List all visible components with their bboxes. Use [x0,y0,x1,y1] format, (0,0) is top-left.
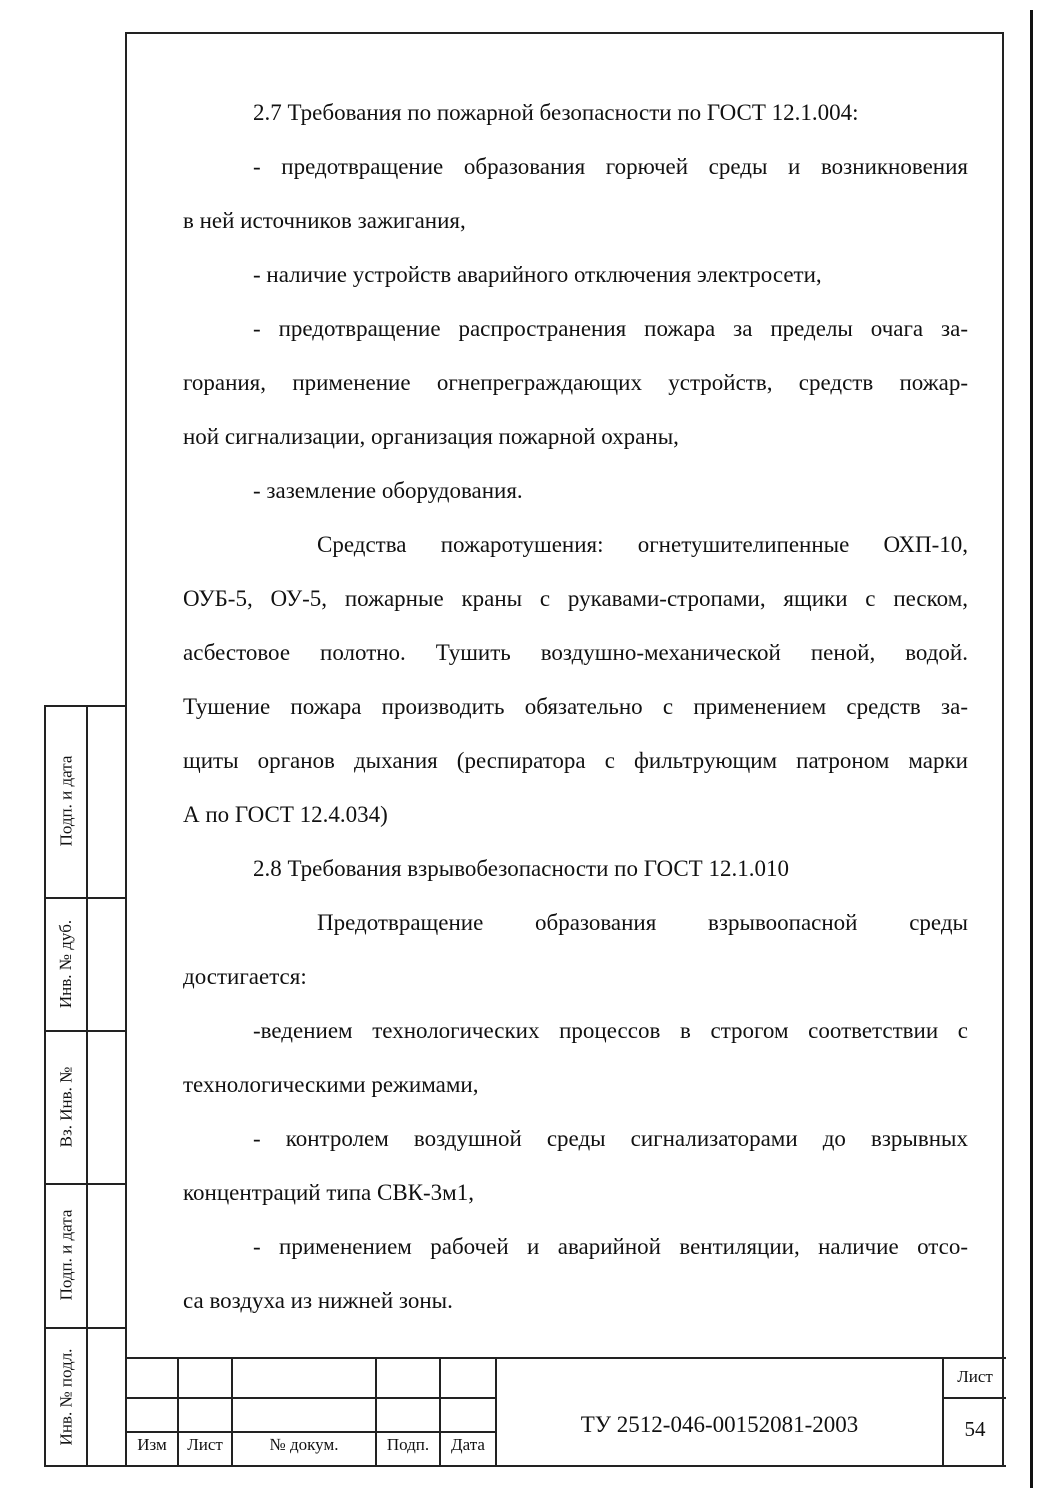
text-line: са воздуха из нижней зоны. [183,1288,453,1313]
stamp-podp-data-top [48,705,84,897]
text-line: асбестовое полотно. Тушить воздушно-механической пеной, водой. [183,640,968,665]
title-block-izm: Изм [137,1435,167,1454]
stamp-inv-dub [48,897,84,1030]
text-line: Средства пожаротушения: огнетушителипенные ОХП-10, [317,532,968,557]
text-line: - заземление оборудования. [253,478,523,503]
stamp-podp-data-bottom [48,1183,84,1327]
stamp-inv-podl [48,1327,84,1466]
title-block-line [125,1357,1006,1359]
title-block-doc-no: № докум. [269,1435,339,1454]
side-stamp [44,705,126,1466]
text-line: - применением рабочей и аварийной вентиляции, наличие отсо- [253,1234,968,1259]
text-line: А по ГОСТ 12.4.034) [183,802,388,827]
title-block-data: Дата [451,1435,485,1454]
text-line: ной сигнализации, организация пожарной охраны, [183,424,679,449]
stamp-label: Подп. и дата [56,1209,76,1301]
title-block-line [125,1397,497,1399]
text-line: - предотвращение распространения пожара за пределы очага за- [253,316,968,341]
text-line: в ней источников зажигания, [183,208,466,233]
stamp-label: Инв. № дуб. [56,919,76,1008]
text-line: Тушение пожара производить обязательно с применением средств за- [183,694,968,719]
stamp-divider [86,705,88,1466]
text-line: - предотвращение образования горючей среды и возникновения [253,154,968,179]
text-line: достигается: [183,964,307,989]
title-block-podp: Подп. [386,1435,430,1454]
title-block [125,1357,1006,1467]
sheet-number: 54 [964,1417,986,1441]
stamp-vz-inv [48,1030,84,1183]
text-line: 2.8 Требования взрывобезопасности по ГОСТ 12.1.010 [253,856,789,881]
title-block-list: Лист [187,1435,223,1454]
stamp-label: Вз. Инв. № [56,1066,75,1147]
title-block-line [942,1397,1006,1399]
stamp-label: Инв. № подл. [56,1348,75,1445]
text-line: - наличие устройств аварийного отключения электросети, [253,262,822,287]
text-line: 2.7 Требования по пожарной безопасности по ГОСТ 12.1.004: [253,100,859,125]
text-line: - контролем воздушной среды сигнализаторами до взрывных [253,1126,968,1151]
binding-edge-line [1030,10,1033,1488]
text-line: -ведением технологических процессов в строгом соответствии с [253,1018,968,1043]
text-line: концентраций типа СВК-3м1, [183,1180,474,1205]
text-line: Предотвращение образования взрывоопасной среды [317,910,968,935]
text-line: горания, применение огнепреграждающих устройств, средств пожар- [183,370,968,395]
sheet-label: Лист [957,1367,993,1386]
title-block-line [125,1431,497,1433]
stamp-border [44,705,46,1466]
document-body [183,98,968,1313]
stamp-label: Подп. и дата [56,755,76,847]
text-line: щиты органов дыхания (респиратора с фильтрующим патроном марки [183,748,968,773]
document-code: ТУ 2512-046-00152081-2003 [580,1412,859,1437]
text-line: технологическими режимами, [183,1072,479,1097]
text-line: ОУБ-5, ОУ-5, пожарные краны с рукавами-стропами, ящики с песком, [183,586,968,611]
